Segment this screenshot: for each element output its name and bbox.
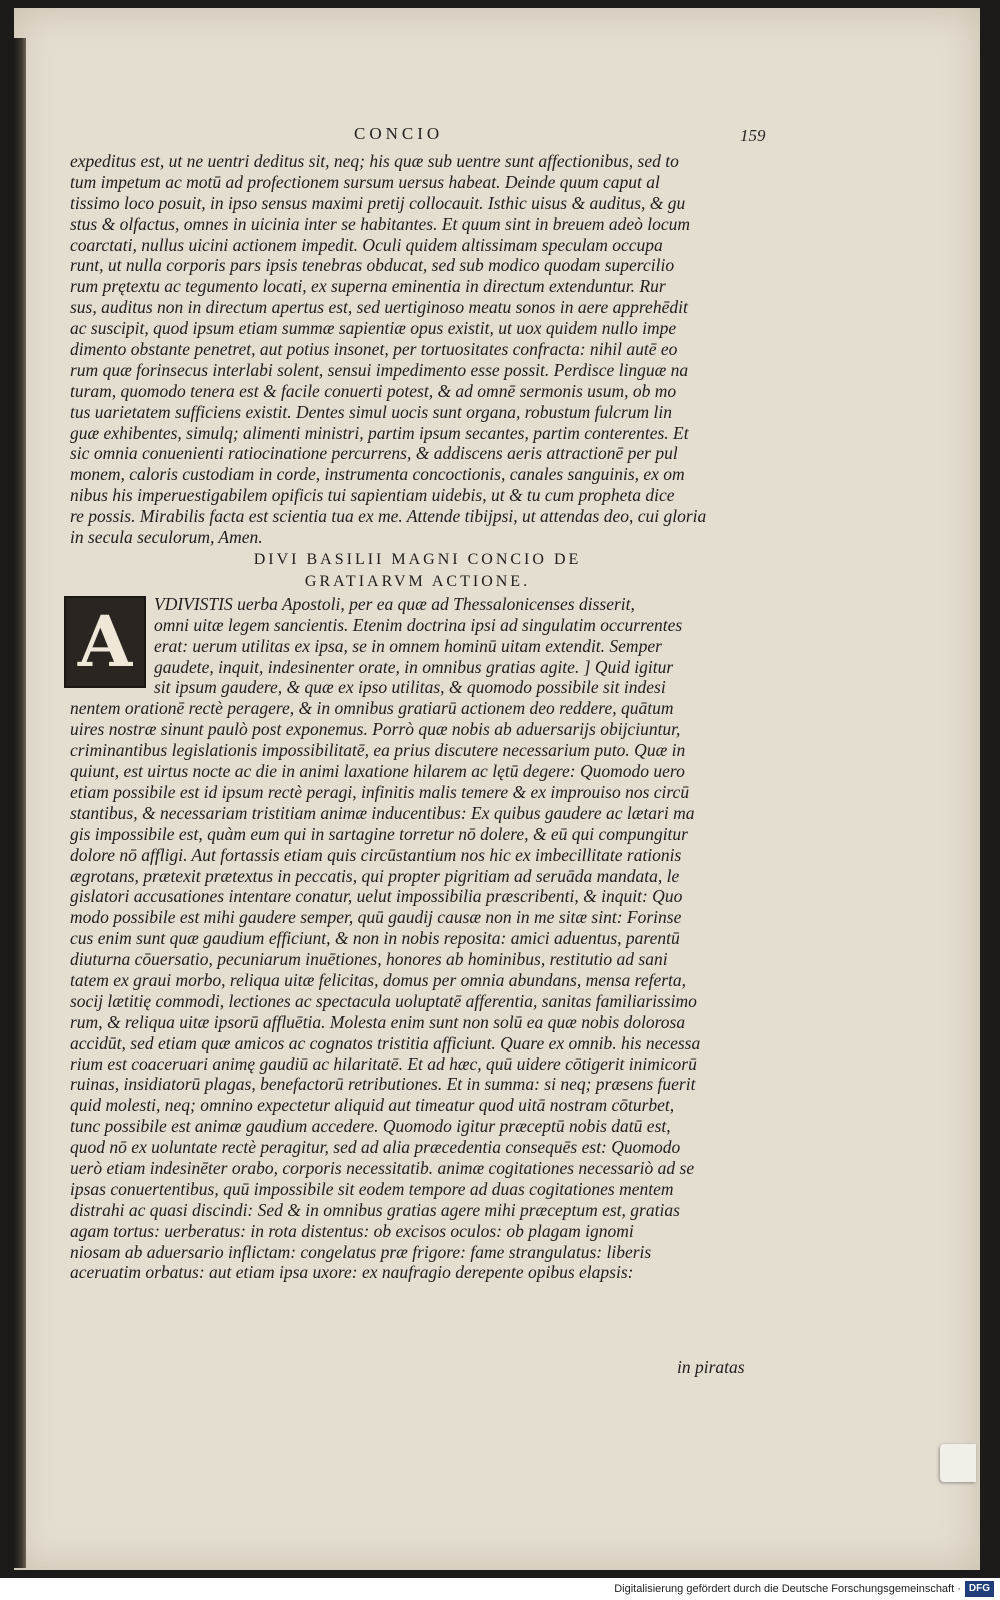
text-line: tus uarietatem sufficiens existit. Dentes simul uocis sunt organa, robustum fulcrum lin [70,401,672,422]
text-line: runt, ut nulla corporis pars ipsis tenebras obducat, sed sub modico quodam supercilio [70,255,675,276]
text-line: quiunt, est uirtus nocte ac die in animi laxatione hilarem ac lętū degere: Quomodo uero [70,761,685,782]
text-line: rum, & reliqua uitæ ipsorū affluētia. Molesta enim sunt non solū ea quæ nobis dolorosa [70,1011,686,1032]
text-line: turam, quomodo tenera est & facile conuerti potest, & ad omnē sermonis usum, ob mo [70,380,677,401]
text-line: sic omnia conuenienti ratiocinatione percurrens, & addiscens aeris attractionē per pul [70,443,678,464]
catchword: in piratas [677,1357,745,1377]
text-line: expeditus est, ut ne uentri deditus sit, neq; his quæ sub uentre sunt affectionibus, sed to [70,151,679,171]
title-line-1: DIVI BASILII MAGNI CONCIO DE [253,550,582,568]
text-line: etiam possibile est id ipsum rectè peragi, infinitis malis temere & ex improuiso nos circū [70,781,690,802]
text-line: stantibus, & necessariam tristitiam animæ inducentibus: Ex quibus gaudere ac lætari ma [70,802,695,823]
text-line: cus enim sunt quæ gaudium efficiunt, & non in nobis reposita: amici aduentus, parentū [70,928,680,949]
decorated-initial: A [64,596,146,688]
title-line-2: GRATIARVM ACTIONE. [304,572,531,590]
text-line: dimento obstante penetret, aut potius insonet, per tortuositates confracta: nihil autē eo [70,339,678,360]
running-head: CONCIO [354,124,444,143]
text-line: rum quæ forinsecus interlabi solent, sensui impedimento esse possit. Perdisce linguæ na [70,359,689,380]
text-line: agam tortus: uerberatus: in rota distentus: ob excisos oculos: ob plagam ignomi [70,1220,634,1241]
footer-text: Digitalisierung gefördert durch die Deutsche Forschungsgemeinschaft · [614,1583,961,1595]
text-line: aceruatim orbatus: aut etiam ipsa uxore: ex naufragio derepente opibus elapsis: [70,1262,634,1283]
text-line: sit ipsum gaudere, & quæ ex ipso utilitas, & quomodo possibile sit indesi [154,677,666,698]
text-line: tissimo loco posuit, in ipso sensus maximi pretij collocauit. Isthic uisus & auditus, & gu [70,192,686,213]
text-line: ægrotans, prætexit prætextus in peccatis, qui propter pigritiam ad seruāda mandata, le [70,865,680,886]
text-line: nentem orationē rectè peragere, & in omnibus gratiarū actionem deo reddere, quātum [70,698,674,719]
digitization-footer [0,1578,1000,1600]
book-page [14,8,980,1570]
text-line: uerò etiam indesinēter orabo, corporis necessitatib. animæ cogitationes necessariò ad se [70,1157,695,1178]
text-line: criminantibus legislationis impossibilitatē, ea prius discutere necessarium puto. Quæ in [70,740,686,761]
text-line: ac suscipit, quod ipsum etiam summæ sapientiæ opus existit, ut uox quidem nullo impe [70,318,677,339]
text-line: niosam ab aduersario inflictam: congelatus præ frigore: fame strangulatus: liberis [70,1241,652,1262]
text-line: coarctati, nullus uicini actionem impedit. Oculi quidem altissimam speculam occupa [70,234,663,255]
text-line: rum prętextu ac tegumento locati, ex superna eminentia in directum extenduntur. Rur [70,276,666,297]
text-line: erat: uerum utilitas ex ipsa, se in omnem hominū uitam extendit. Semper [154,635,662,656]
text-line: gislatori accusationes intentare conatur, uelut impossibilia præscribenti, & inquit: Quo [70,886,683,907]
text-line: distrahi ac quasi discindi: Sed & in omnibus gratias agere mihi præceptum est, gratias [70,1199,680,1220]
text-line: ipsas conuertentibus, quū impossibile sit eodem tempore ad duas cogitationes mentem [70,1178,674,1199]
text-line: accidūt, sed etiam quæ amicos ac cognatos tristitia afficiunt. Quare ex omnib. his necessa [70,1032,701,1053]
text-line: dolore nō affligi. Aut fortassis etiam quis circūstantium nos hic ex imbecillitate rationis [70,844,682,865]
page-gutter [14,38,26,1568]
sermon-title [70,550,765,592]
text-line: quod nō ex uoluntate rectè peragitur, sed ad alia præcedentia consequēs est: Quomodo [70,1137,681,1158]
opening-paragraph [70,594,765,698]
text-line: nibus his imperuestigabilem opificis tui sapientiam uidebis, ut & tu cum propheta dice [70,485,675,506]
text-line: monem, caloris custodiam in corde, instrumenta concoctionis, canales sanguinis, ex om [70,464,685,485]
indented-lines [70,594,765,698]
main-text [70,151,765,1283]
text-line: VDIVISTIS uerba Apostoli, per ea quæ ad Thessalonicenses disserit, [154,593,635,614]
dfg-logo: DFG [965,1581,994,1597]
page-number: 159 [740,126,766,145]
text-line: ruinas, insidiatorū plagas, benefactorū retributiones. Et in summa: si neq; præsens fuerit [70,1074,696,1095]
text-after-initial [70,698,765,1283]
text-line: diuturna cōuersatio, pecuniarum inuētiones, honores ab hominibus, restitutio ad sani [70,949,668,970]
text-line: modo possibile est mihi gaudere semper, quū gaudij causæ non in me sitæ sint: Forinse [70,907,682,928]
text-line: socij lætitię commodi, lectiones ac spectacula uoluptatē afferentia, sanitas familiarissimo [70,990,697,1011]
page-tab-marker [940,1444,976,1482]
text-line: rium est coaceruari animę gaudiū ac hilaritatē. Et ad hæc, quū uidere cōtigerit inimicorū [70,1053,697,1074]
text-line: stus & olfactus, omnes in uicinia inter se habitantes. Et quum sint in breuem adeò locum [70,213,691,234]
text-before-title [70,151,765,548]
text-line: re possis. Mirabilis facta est scientia tua ex me. Attende tibijpsi, ut attendas deo, cui gloria [70,506,707,527]
text-line: tum impetum ac motū ad profectionem sursum uersus habeat. Deinde quum caput al [70,171,660,192]
text-line: tunc possibile est animæ gaudium accedere. Quomodo igitur præceptū nobis datū est, [70,1116,671,1137]
text-line: sus, auditus non in directum apertus est, sed uertiginoso meatu sonos in aere apprehēdit [70,297,688,318]
text-line: gaudete, inquit, indesinenter orate, in omnibus gratias agite. ] Quid igitur [154,656,674,677]
text-line: gis impossibile est, quàm eum qui in sartagine torretur nō dolere, & eū qui compungitur [70,823,688,844]
text-line: in secula seculorum, Amen. [70,527,263,548]
text-line: guæ exhibentes, simulq; alimenti ministri, partim ipsum secantes, partim conterentes. Et [70,422,689,443]
text-line: quid molesti, neq; omnino expectetur aliquid aut timeatur quod uitā nostram cōturbet, [70,1095,675,1116]
text-line: uires nostræ sinunt paulò post exponemus. Porrò quæ nobis ab aduersarijs obijciuntur, [70,719,681,740]
text-line: omni uitæ legem sancientis. Etenim doctrina ipsi ad singulatim occurrentes [154,614,683,635]
text-line: tatem ex graui morbo, reliqua uitæ felicitas, domus per omnia abundans, mensa referta, [70,969,687,990]
